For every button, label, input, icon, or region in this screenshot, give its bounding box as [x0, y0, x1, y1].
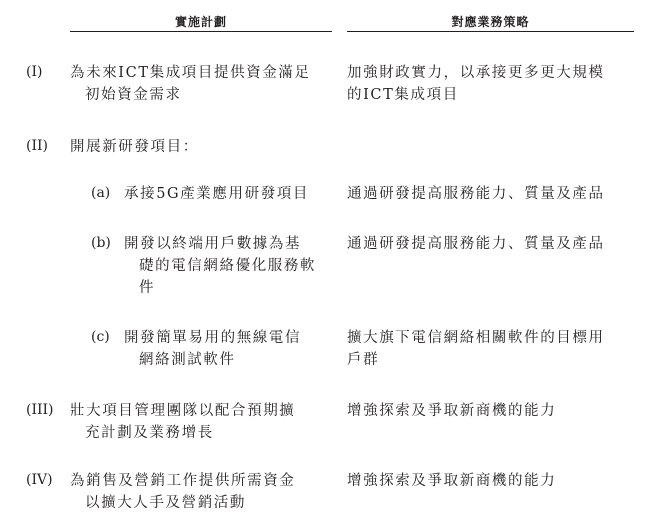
- strategy-line: 戶群: [347, 352, 380, 368]
- strategy-cell: [347, 400, 556, 422]
- header-underline-plan: [70, 31, 332, 32]
- strategy-line: 增強探索及爭取新商機的能力: [347, 403, 557, 419]
- plan-line: 開展新研發項目：: [70, 139, 199, 155]
- plan-cell: [124, 183, 309, 205]
- strategy-line: 增強探索及爭取新商機的能力: [347, 473, 557, 489]
- strategy-cell: [347, 62, 605, 106]
- plan-cell: [124, 233, 316, 299]
- plan-line: 壯大項目管理團隊以配合預期擴: [70, 403, 296, 419]
- plan-line: 件: [139, 280, 156, 296]
- plan-line: 為銷售及營銷工作提供所需資金: [70, 473, 296, 489]
- plan-line: 開發以終端用戶數據為基: [124, 236, 302, 252]
- row-number: (II): [26, 138, 48, 154]
- header-underline-strategy: [347, 31, 634, 32]
- sub-row-number: (b): [91, 235, 111, 251]
- plan-cell: [124, 327, 301, 371]
- plan-cell: [70, 470, 295, 514]
- plan-cell: [70, 400, 295, 444]
- plan-line: 網絡測試軟件: [139, 352, 236, 368]
- row-number: (III): [26, 402, 54, 418]
- row-number: (I): [26, 64, 43, 80]
- plan-line: 為未來ICT集成項目提供資金滿足: [70, 65, 311, 81]
- plan-line: 初始資金需求: [85, 87, 182, 103]
- strategy-line: 加強財政實力，以承接更多更大規模: [347, 65, 605, 81]
- strategy-cell: [347, 327, 605, 371]
- strategy-line: 擴大旗下電信網絡相關軟件的目標用: [347, 330, 605, 346]
- plan-line: 充計劃及業務增長: [85, 425, 214, 441]
- plan-line: 礎的電信網絡優化服務軟: [139, 258, 317, 274]
- column-header-strategy: 對應業務策略: [451, 15, 530, 29]
- plan-line: 承接5G產業應用研發項目: [124, 186, 310, 202]
- plan-line: 以擴大人手及營銷活動: [85, 495, 246, 511]
- strategy-line: 的ICT集成項目: [347, 87, 459, 103]
- strategy-cell: [347, 233, 605, 255]
- column-header-plan: 實施計劃: [174, 15, 227, 29]
- strategy-line: 通過研發提高服務能力、質量及產品: [347, 236, 605, 252]
- sub-row-number: (c): [91, 329, 110, 345]
- plan-line: 開發簡單易用的無線電信: [124, 330, 302, 346]
- plan-cell: [70, 62, 311, 106]
- plan-cell: [70, 136, 199, 158]
- sub-row-number: (a): [91, 185, 111, 201]
- strategy-line: 通過研發提高服務能力、質量及產品: [347, 186, 605, 202]
- strategy-cell: [347, 183, 605, 205]
- strategy-cell: [347, 470, 556, 492]
- row-number: (IV): [26, 472, 53, 488]
